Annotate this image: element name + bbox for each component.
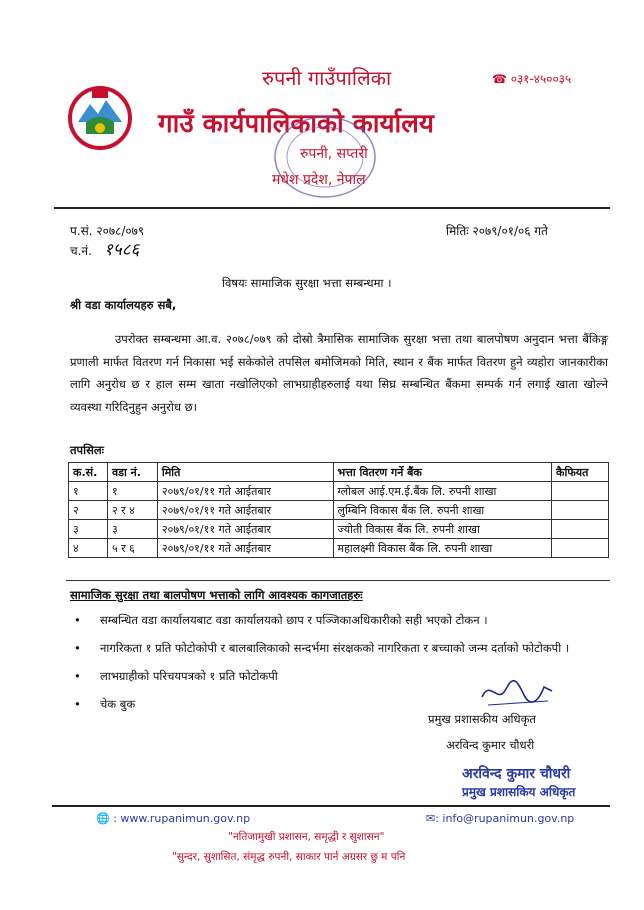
table-row (69, 482, 609, 501)
table-cell (552, 501, 609, 520)
table-cell: २०७९/०१/११ गते आईतबार (157, 482, 333, 501)
table-cell: ३ (69, 520, 108, 539)
office-title: गाउँ कार्यपालिकाको कार्यालय (158, 109, 434, 139)
table-cell: महालक्ष्मी विकास बैंक लि. रुपनी शाखा (333, 539, 552, 558)
list-item: • लाभग्राहीको परिचयपत्रको १ प्रति फोटोकपी (70, 666, 610, 686)
body-paragraph: उपरोक्त सम्बन्धमा आ.व. २०७८/०७९ को दोस्रो त्रैमासिक सामाजिक सुरक्षा भत्ता तथा बालपोषण अनुदान भत्ता बैंकिङ्ग प्रणाली मार्फत वितरण गर्न निकासा भई सकेकोले तपसिल बमोजिमको मिति, स्थान र बैंक मार्फत वितरण हुने व्यहोरा जानकारीका लागि अनुरोध छ र हाल सम्म खाता नखोलिएको लाभग्राहीहरुलाई यथा सिघ्र सम्बन्धित बैंकमा सम्पर्क गर्न लगाई खाता खोल्ने व्यवस्था गरिदिनुहुन अनुरोध छ। (70, 332, 608, 414)
table-cell: १ (69, 482, 108, 501)
nepal-emblem-icon (66, 82, 134, 150)
table-cell (552, 520, 609, 539)
table-row (69, 520, 609, 539)
email-link[interactable]: ✉: info@rupanimun.gov.np (426, 812, 575, 825)
table-header: मिति (157, 463, 333, 482)
table-cell: २०७९/०१/११ गते आईतबार (157, 501, 333, 520)
list-item: • नागरिकता १ प्रति फोटोकोपी र बालबालिकाको सन्दर्भमा संरक्षकको नागरिकता र बच्चाको जन्म दर्ताको फोटोकपी । (70, 638, 580, 658)
schedule-label: तपसिलः (70, 443, 104, 457)
table-cell: ग्लोबल आई.एम.ई.बैंक लि. रुपनी शाखा (333, 482, 552, 501)
list-item: • सम्बन्धित वडा कार्यालयबाट वडा कार्यालयको छाप र पञ्जिकाअधिकारीको सही भएको टोकन । (70, 610, 610, 630)
signature-icon (478, 675, 558, 711)
address-line-1: रुपनी, सप्तरी (300, 146, 368, 162)
table-cell: ३ (107, 520, 157, 539)
table-row (69, 539, 609, 558)
header-divider (54, 207, 610, 209)
table-header-row (69, 463, 609, 482)
name-stamp: अरविन्द कुमार चौधरी (462, 766, 571, 782)
address-line-2: मधेश प्रदेश, नेपाल (272, 172, 366, 188)
letter-subject: विषयः सामाजिक सुरक्षा भत्ता सम्बन्धमा । (222, 276, 392, 290)
table-header: वडा नं. (107, 463, 157, 482)
table-cell (552, 482, 609, 501)
table-cell: ४ (69, 539, 108, 558)
table-cell: २०७९/०१/११ गते आईतबार (157, 539, 333, 558)
table-cell: २०७९/०१/११ गते आईतबार (157, 520, 333, 539)
documents-heading: सामाजिक सुरक्षा तथा बालपोषण भत्ताको लागि आवश्यक कागजातहरुः (70, 588, 363, 602)
signatory-title: प्रमुख प्रशासकीय अधिकृत (428, 712, 536, 726)
table-cell: २ र ४ (107, 501, 157, 520)
table-cell: ज्योती विकास बैंक लि. रुपनी शाखा (333, 520, 552, 539)
distribution-table (68, 462, 609, 558)
addressee: श्री वडा कार्यालयहरु सबै, (70, 298, 177, 312)
dispatch-label: च.नं. (70, 244, 92, 258)
table-cell: लुम्बिनि विकास बैंक लि. रुपनी शाखा (333, 501, 552, 520)
phone-number: ☎ ०३१-४५००३५ (492, 72, 572, 86)
table-header: क.सं. (69, 463, 108, 482)
table-cell: १ (107, 482, 157, 501)
section-divider (66, 580, 610, 581)
municipality-name: रुपनी गाउँपालिका (262, 66, 392, 90)
table-cell: ५ र ६ (107, 539, 157, 558)
motto-secondary: "सुन्दर, सुशासित, संमृद्ध रुपनी, साकार पार्न अग्रसर छु म पनि (172, 851, 406, 863)
table-header: भत्ता वितरण गर्ने बैंक (333, 463, 552, 482)
table-row (69, 501, 609, 520)
website-link[interactable]: 🌐 : www.rupanimun.gov.np (96, 812, 251, 825)
signatory-name: अरविन्द कुमार चौधरी (446, 738, 535, 752)
list-item: • चेक बुक (70, 694, 610, 714)
title-stamp: प्रमुख प्रशासकिय अधिकृत (462, 785, 576, 799)
dispatch-number: १५८६ (104, 240, 140, 260)
table-cell: २ (69, 501, 108, 520)
reference-number: प.सं. २०७८/०७९ (70, 224, 145, 238)
letter-date: मितिः २०७९/०१/०६ गते (446, 224, 548, 238)
table-header: कैफियत (552, 463, 609, 482)
table-cell (552, 539, 609, 558)
motto-primary: "नतिजामुखी प्रशासन, समृद्धी र सुशासन" (228, 831, 385, 843)
footer-divider (52, 805, 610, 807)
